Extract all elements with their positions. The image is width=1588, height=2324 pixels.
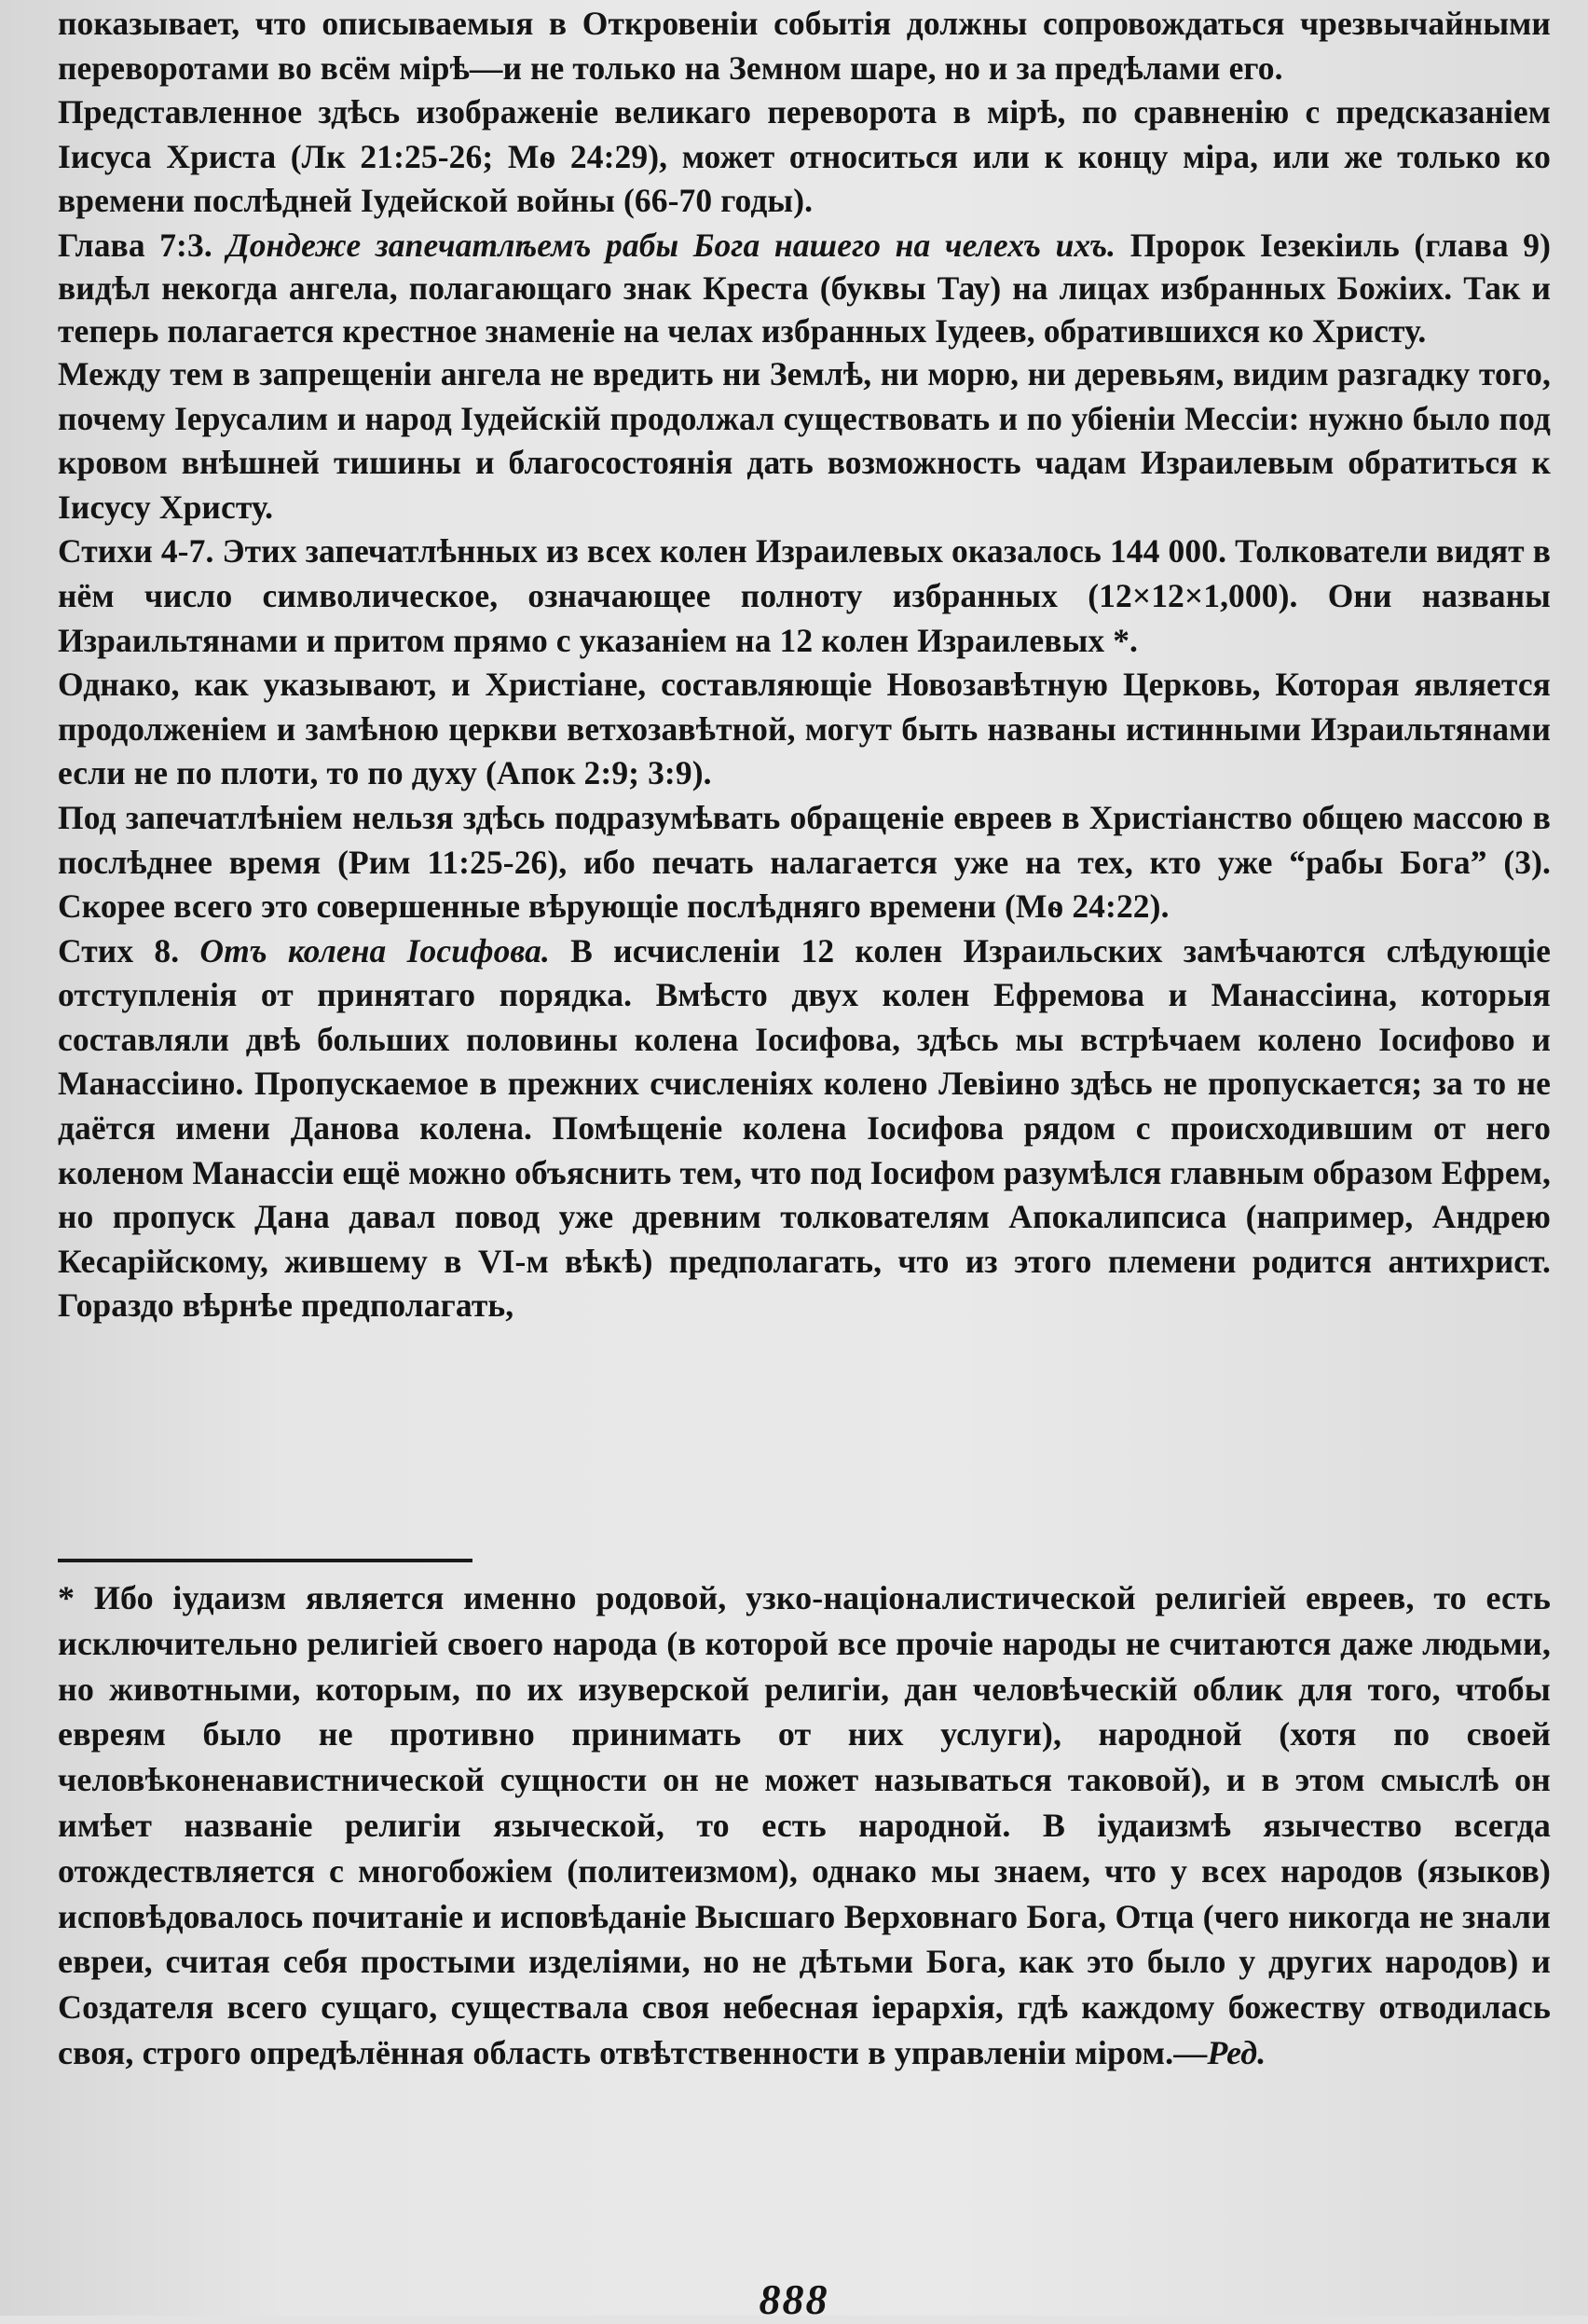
footnote-signature: Ред. xyxy=(1207,2033,1266,2071)
footnote-paragraph xyxy=(58,1575,1551,2076)
paragraph-text: Между тем в запрещеніи ангела не вредить ни Землѣ, ни морю, ни деревьям, видим разгадку того, почему Іерусалим и народ Іудейскій продолжал существовать и по убіеніи Мессіи: нужно было под кровом внѣшней тишины и благосостоянія дать возможность чадам Израилевым обратиться к Іисусу Христу. xyxy=(58,354,1551,526)
paragraph-4 xyxy=(58,352,1551,529)
paragraph-7 xyxy=(58,796,1551,929)
footnote-text: Ибо іудаизм является именно родовой, узко-націоналистической религіей евреев, то есть исключительно религіей своего народа (в которой все прочіе народы не считаются даже людьми, но животными, которым, по их изуверской религіи, дан человѣческій облик для того, чтобы евреям было не противно принимать от них услуги), народной (хотя по своей человѣконенавистнической сущности он не может называться таковой), и в этом смыслѣ он имѣет названіе религіи языческой, то есть народной. В іудаизмѣ язычество всегда отождествляется с многобожіем (политеизмом), однако мы знаем, что у всех народов (языков) исповѣдовалось почитаніе и исповѣданіе Высшаго Верховнаго Бога, Отца (чего никогда не знали евреи, считая себя простыми изделіями, но не дѣтьми Бога, как это было у других народов) и Создателя всего сущаго, существала своя небесная іерархія, гдѣ каждому божеству отводилась своя, строго опредѣлённая область отвѣтственности в управленіи міром.— xyxy=(58,1579,1551,2071)
paragraph-text: показывает, что описываемыя в Откровеніи событія должны сопровождаться чрезвычайными переворотами во всём мірѣ—и не только на Земном шаре, но и за предѣлами его. xyxy=(58,5,1551,87)
verse-lead: Стих 8. xyxy=(58,931,200,969)
paragraph-8 xyxy=(58,929,1551,1328)
verse-lead: Глава 7:3. xyxy=(58,226,227,264)
verse-quote: Дондеже запечатлѣемъ рабы Бога нашего на челехъ ихъ. xyxy=(226,226,1116,264)
paragraph-2 xyxy=(58,90,1551,224)
footnote-marker: * xyxy=(58,1579,75,1616)
main-text xyxy=(58,0,1551,1328)
paragraph-6 xyxy=(58,663,1551,796)
footnote-separator xyxy=(58,1559,472,1562)
verse-lead: Стихи 4-7. xyxy=(58,532,223,571)
page-number: 888 xyxy=(759,2276,829,2323)
paragraph-text: Представленное здѣсь изображеніе великаго переворота в мірѣ, по сравненію с предсказаніем Іисуса Христа (Лк 21:25-26; Мѳ 24:29), может относиться или к концу міра, или же только ко времени послѣдней Іудейской войны (66-70 годы). xyxy=(58,93,1551,220)
paragraph-text: Однако, как указывают, и Христіане, составляющіе Новозавѣтную Церковь, Которая является продолженіем и замѣною церкви ветхозавѣтной, могут быть названы истинными Израильтянами если не по плоти, то по духу (Апок 2:9; 3:9). xyxy=(58,666,1551,792)
paragraph-1 xyxy=(58,2,1551,90)
paragraph-text: Пророк Іезекіиль (глава 9) видѣл некогда ангела, полагающаго знак Креста (буквы Тау) на лицах избранных Божіих. Так и теперь полагается крестное знаменіе на челах избранных Іудеев, обратившихся ко Христу. xyxy=(58,226,1552,350)
paragraph-5 xyxy=(58,529,1551,663)
verse-quote: Отъ колена Іосифова. xyxy=(199,931,550,969)
paragraph-text: Под запечатлѣніем нельзя здѣсь подразумѣвать обращеніе евреев в Христіанство общею массою в послѣднее время (Рим 11:25-26), ибо печать налагается уже на тех, кто уже “рабы Бога” (3). Скорее всего это совершенные вѣрующіе послѣдняго времени (Мѳ 24:22). xyxy=(58,798,1551,926)
paragraph-text: В исчисленіи 12 колен Израильских замѣчаются слѣдующіе отступленія от принятаго порядка. Вмѣсто двух колен Ефремова и Манассіина, которыя составляли двѣ больших половины колена Іосифова, здѣсь мы встрѣчаем колено Іосифово и Манассіино. Пропускаемое в прежних счисленіях колено Левіино здѣсь не пропускается; за то не даётся имени Данова колена. Помѣщеніе колена Іосифова рядом с происходившим от него коленом Манассіи ещё можно объяснить тем, что под Іосифом разумѣлся главным образом Ефрем, но пропуск Дана давал повод уже древним толкователям Апокалипсиса (например, Андрею Кесарійскому, жившему в VI-м вѣкѣ) предполагать, что из этого племени родится антихрист. Гораздо вѣрнѣе предполагать, xyxy=(58,931,1551,1325)
footnote xyxy=(58,1575,1551,2076)
paragraph-3 xyxy=(58,224,1551,352)
paragraph-text: Этих запечатлѣнных из всех колен Израилевых оказалось 144 000. Толкователи видят в нём число символическое, означающее полноту избранных (12×12×1,000). Они названы Израильтянами и притом прямо с указаніем на 12 колен Израилевых *. xyxy=(58,532,1551,659)
